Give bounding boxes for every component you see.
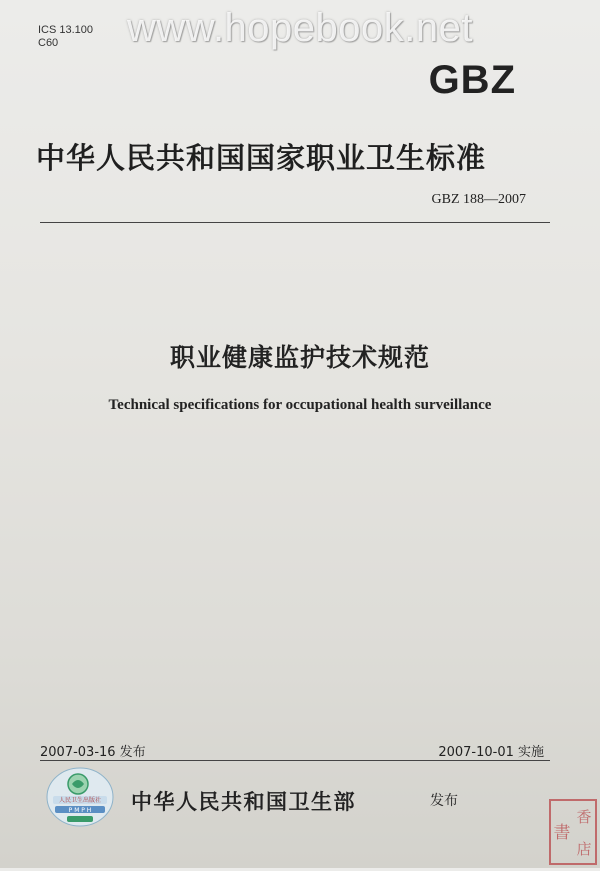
watermark-text: www.hopebook.net	[126, 6, 473, 50]
bookstore-stamp-icon	[548, 798, 598, 866]
standard-type-title: 中华人民共和国国家职业卫生标准	[36, 141, 487, 175]
header-divider	[40, 222, 550, 223]
standard-number: GBZ 188—2007	[431, 192, 526, 207]
issue-date: 2007-03-16 发布	[40, 745, 146, 760]
ics-code: ICS 13.100	[38, 24, 94, 36]
stamp-char-3: 店	[576, 840, 592, 858]
implementation-date: 2007-10-01 实施	[438, 745, 544, 760]
stamp-graphic	[548, 798, 598, 866]
document-title-en: Technical specifications for occupational health surveillance	[108, 397, 492, 413]
logo-abbr: P M P H	[68, 807, 92, 814]
stamp-char-2: 香	[576, 808, 592, 826]
publisher-logo-icon	[45, 766, 115, 828]
stamp-char-1: 書	[553, 823, 571, 843]
series-mark: GBZ	[428, 58, 516, 102]
footer-divider	[40, 760, 550, 761]
document-title-cn: 职业健康监护技术规范	[169, 343, 430, 372]
publisher-logo-graphic	[45, 766, 115, 828]
logo-text: 人民卫生出版社	[58, 797, 102, 804]
publisher-name: 中华人民共和国卫生部	[131, 790, 356, 814]
classification-codes	[38, 24, 93, 50]
ccs-code: C60	[38, 37, 59, 49]
publish-label: 发布	[430, 793, 458, 809]
